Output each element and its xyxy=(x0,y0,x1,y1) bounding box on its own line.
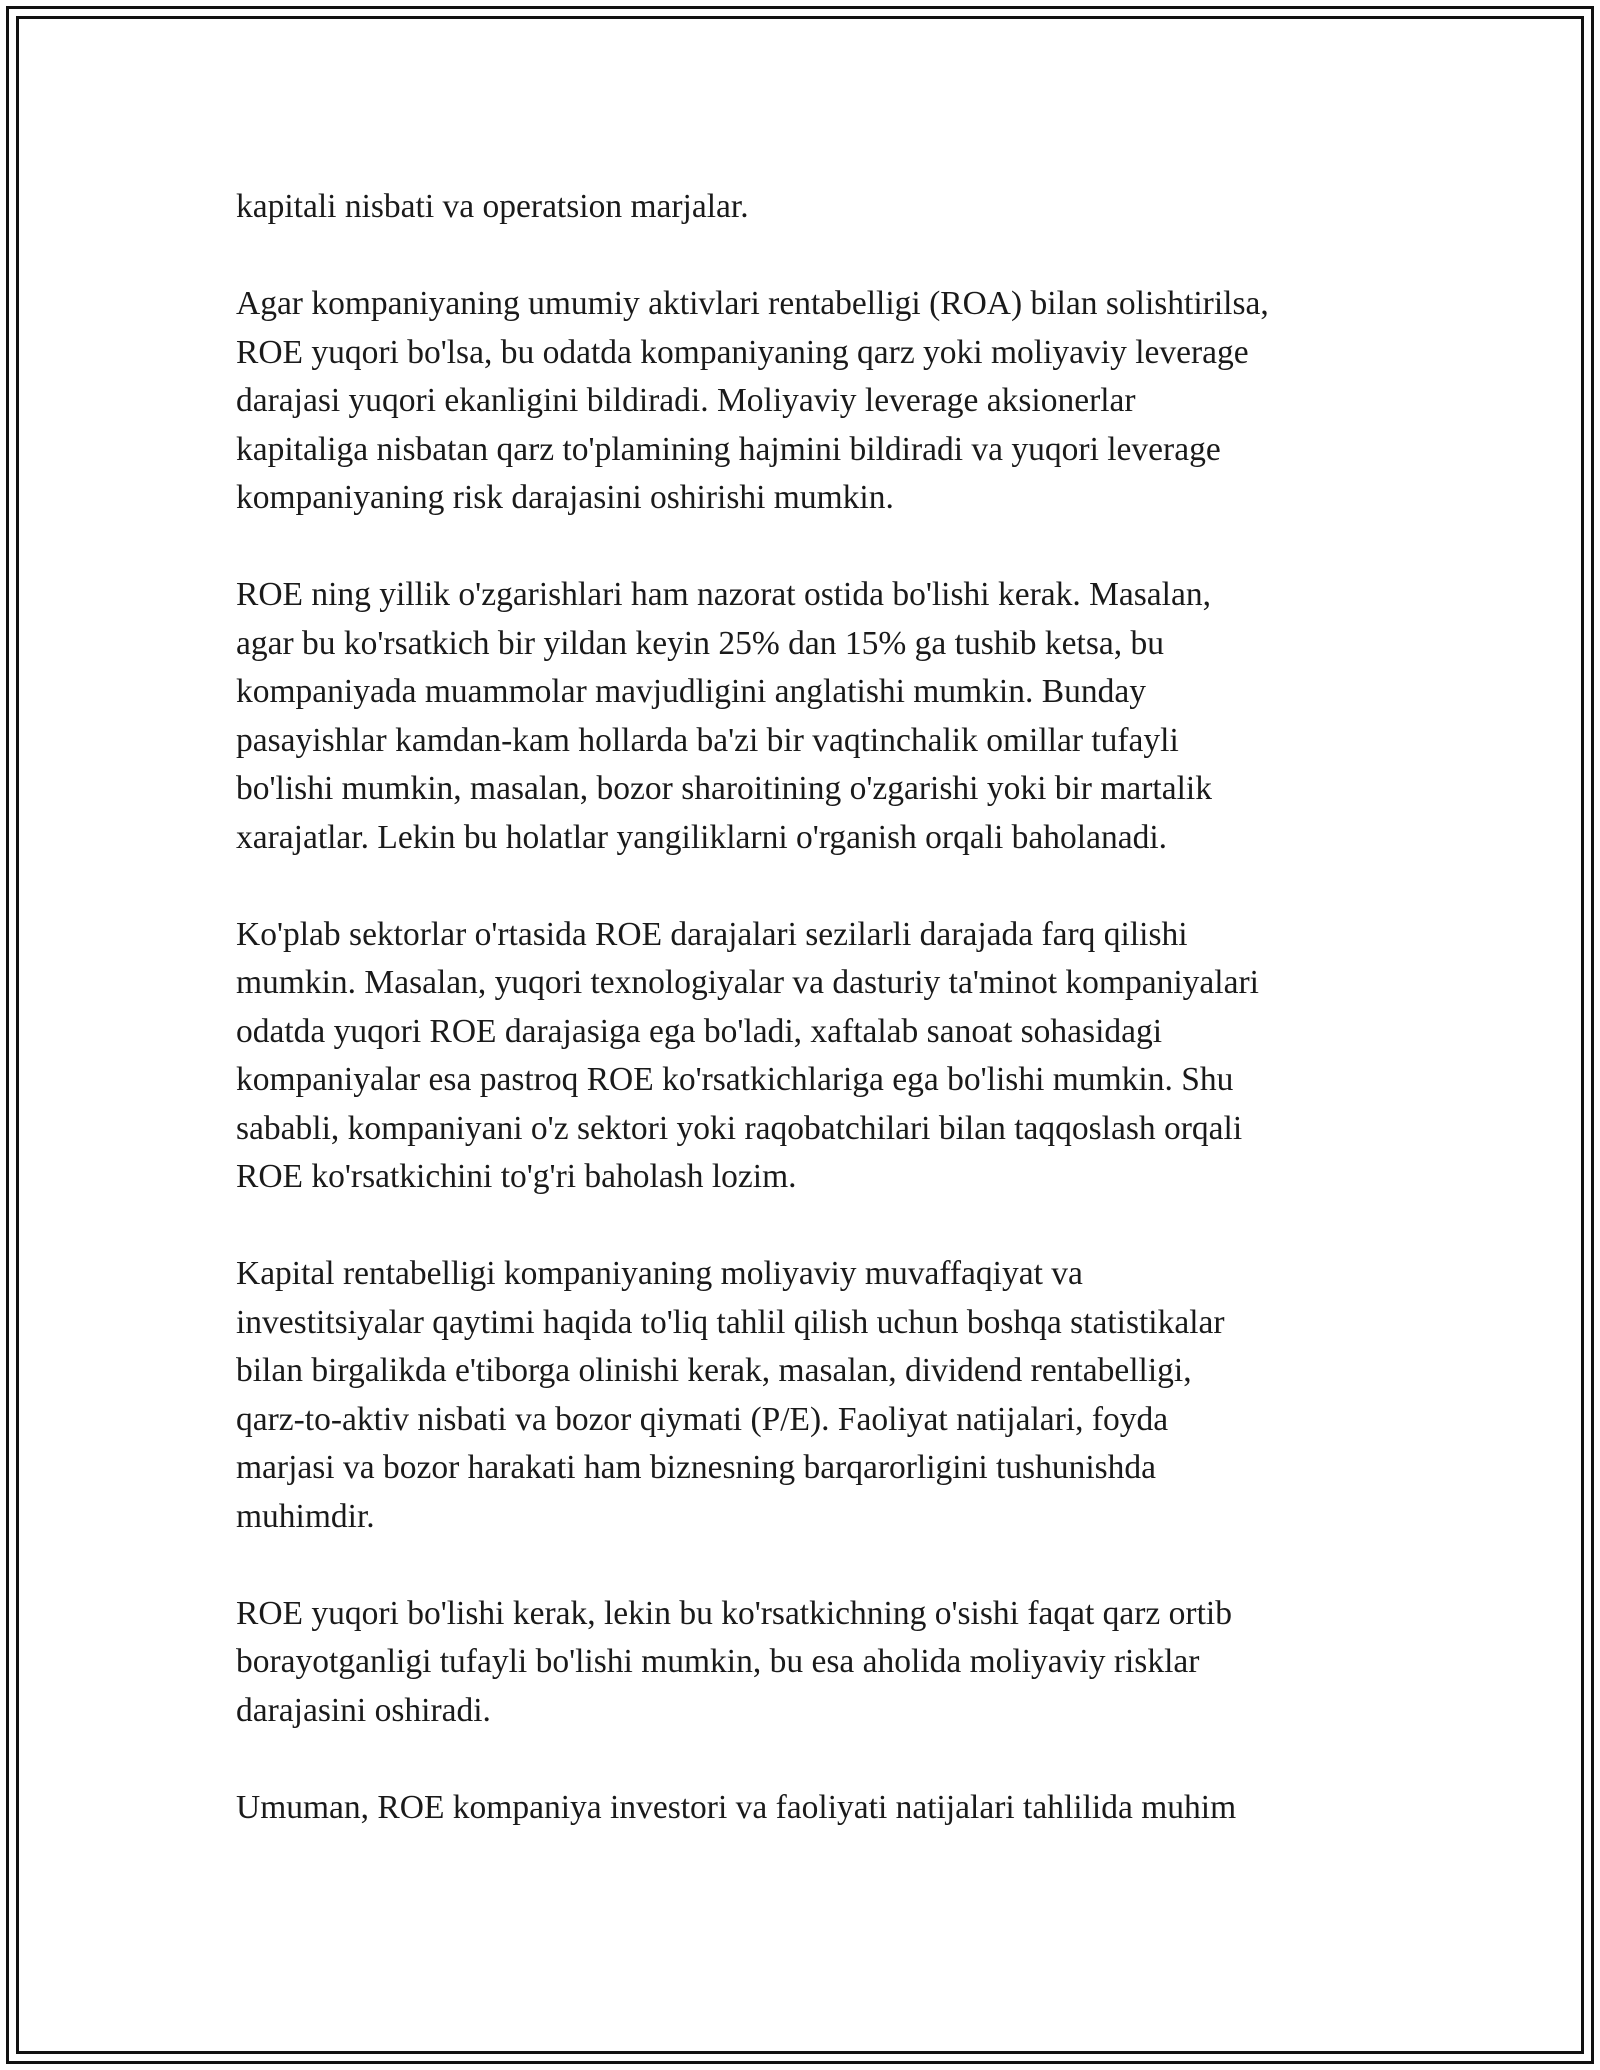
text-line: xarajatlar. Lekin bu holatlar yangiliklarni o'rganish orqali baholanadi. xyxy=(236,818,1168,856)
text-line: agar bu ko'rsatkich bir yildan keyin 25% dan 15% ga tushib ketsa, bu xyxy=(236,624,1165,662)
text-line: qarz-to-aktiv nisbati va bozor qiymati (P/E). Faoliyat natijalari, foyda xyxy=(236,1400,1169,1438)
paragraph xyxy=(236,1590,1386,1736)
paragraph xyxy=(236,280,1386,523)
text-line: Umuman, ROE kompaniya investori va faoliyati natijalari tahlilida muhim xyxy=(236,1788,1237,1826)
text-line: Agar kompaniyaning umumiy aktivlari rentabelligi (ROA) bilan solishtirilsa, xyxy=(236,285,1269,322)
paragraph xyxy=(236,571,1386,862)
text-line: ROE yuqori bo'lsa, bu odatda kompaniyaning qarz yoki moliyaviy leverage xyxy=(236,333,1249,371)
text-line: sababli, kompaniyani o'z sektori yoki raqobatchilari bilan taqqoslash orqali xyxy=(236,1109,1243,1147)
text-line: muhimdir. xyxy=(236,1497,375,1535)
text-line: borayotganligi tufayli bo'lishi mumkin, bu esa aholida moliyaviy risklar xyxy=(236,1643,1200,1680)
text-line: kompaniyaning risk darajasini oshirishi mumkin. xyxy=(236,479,894,516)
document-body xyxy=(236,183,1386,1832)
text-line: ROE ko'rsatkichini to'g'ri baholash lozim. xyxy=(236,1158,797,1195)
text-line: kapitali nisbati va operatsion marjalar. xyxy=(236,188,749,225)
text-line: investitsiyalar qaytimi haqida to'liq tahlil qilish uchun boshqa statistikalar xyxy=(236,1303,1225,1341)
text-line: Ko'plab sektorlar o'rtasida ROE darajalari sezilarli darajada farq qilishi xyxy=(236,915,1188,953)
text-line: kapitaliga nisbatan qarz to'plamining hajmini bildiradi va yuqori leverage xyxy=(236,430,1221,468)
text-line: Kapital rentabelligi kompaniyaning moliyaviy muvaffaqiyat va xyxy=(236,1255,1083,1292)
text-line: marjasi va bozor harakati ham biznesning barqarorligini tushunishda xyxy=(236,1449,1157,1486)
paragraph xyxy=(236,183,1386,232)
text-line: pasayishlar kamdan-kam hollarda ba'zi bir vaqtinchalik omillar tufayli xyxy=(236,721,1179,759)
text-line: ROE yuqori bo'lishi kerak, lekin bu ko'rsatkichning o'sishi faqat qarz ortib xyxy=(236,1594,1232,1632)
paragraph xyxy=(236,911,1386,1202)
text-line: bo'lishi mumkin, masalan, bozor sharoitining o'zgarishi yoki bir martalik xyxy=(236,770,1212,807)
text-line: odatda yuqori ROE darajasiga ega bo'ladi, xaftalab sanoat sohasidagi xyxy=(236,1012,1163,1050)
paragraph xyxy=(236,1250,1386,1541)
text-line: kompaniyada muammolar mavjudligini anglatishi mumkin. Bunday xyxy=(236,673,1146,710)
text-line: kompaniyalar esa pastroq ROE ko'rsatkichlariga ega bo'lishi mumkin. Shu xyxy=(236,1061,1234,1098)
text-line: ROE ning yillik o'zgarishlari ham nazorat ostida bo'lishi kerak. Masalan, xyxy=(236,576,1211,613)
text-line: bilan birgalikda e'tiborga olinishi kerak, masalan, dividend rentabelligi, xyxy=(236,1352,1192,1389)
text-line: darajasini oshiradi. xyxy=(236,1691,491,1729)
text-line: mumkin. Masalan, yuqori texnologiyalar va dasturiy ta'minot kompaniyalari xyxy=(236,964,1259,1001)
text-line: darajasi yuqori ekanligini bildiradi. Moliyaviy leverage aksionerlar xyxy=(236,382,1136,419)
paragraph xyxy=(236,1784,1386,1833)
